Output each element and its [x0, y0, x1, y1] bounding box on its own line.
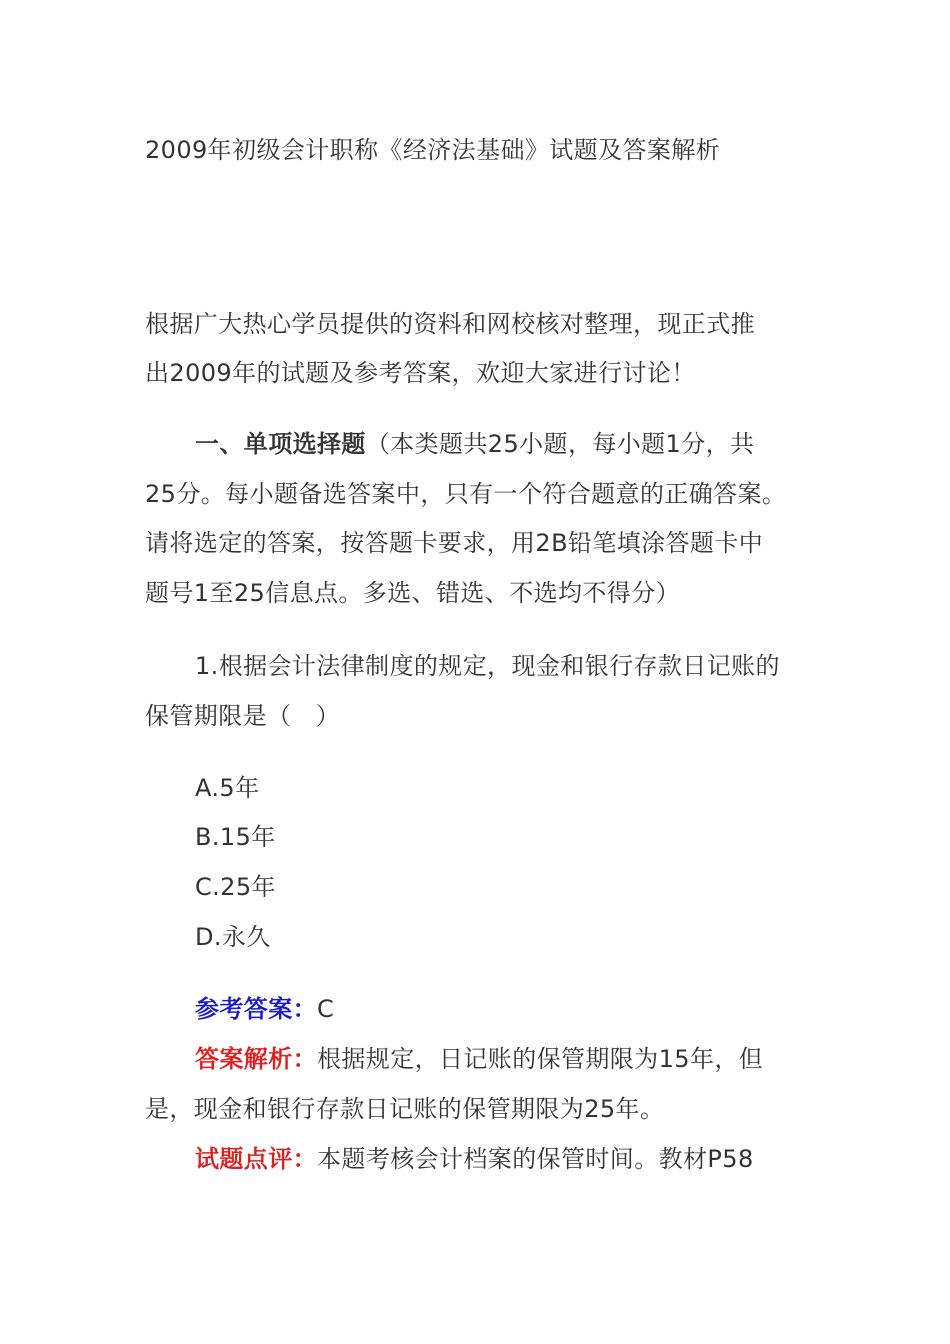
option-d: D.永久 [195, 923, 271, 951]
answer-label: 参考答案： [195, 995, 317, 1023]
document-title: 2009年初级会计职称《经济法基础》试题及答案解析 [145, 136, 721, 164]
question-line-1: 1.根据会计法律制度的规定，现金和银行存款日记账的 [195, 652, 780, 680]
section-heading: 一、单项选择题 [195, 430, 366, 458]
intro-line-1: 根据广大热心学员提供的资料和网校核对整理，现正式推 [145, 310, 755, 338]
option-c: C.25年 [195, 873, 276, 901]
analysis-line-1 [195, 1043, 763, 1075]
option-b: B.15年 [195, 823, 276, 851]
answer-value: C [317, 995, 335, 1023]
section-intro-line-1 [195, 428, 754, 460]
analysis-text-2: 是，现金和银行存款日记账的保管期限为25年。 [145, 1095, 665, 1123]
section-desc-4: 题号1至25信息点。多选、错选、不选均不得分） [145, 579, 681, 607]
section-desc-2: 25分。每小题备选答案中，只有一个符合题意的正确答案。 [145, 480, 787, 508]
analysis-text-1: 根据规定，日记账的保管期限为15年，但 [317, 1045, 764, 1073]
review-text: 本题考核会计档案的保管时间。教材P58 [317, 1145, 754, 1173]
section-desc-1: （本类题共25小题，每小题1分，共 [365, 430, 755, 458]
analysis-label: 答案解析： [195, 1045, 317, 1073]
question-line-2: 保管期限是（ ） [145, 702, 341, 730]
section-desc-3: 请将选定的答案，按答题卡要求，用2B铅笔填涂答题卡中 [145, 529, 764, 557]
intro-line-2: 出2009年的试题及参考答案，欢迎大家进行讨论！ [145, 359, 696, 387]
review-label: 试题点评： [195, 1145, 317, 1173]
answer-line [195, 993, 334, 1025]
review-line [195, 1143, 754, 1175]
option-a: A.5年 [195, 774, 260, 802]
